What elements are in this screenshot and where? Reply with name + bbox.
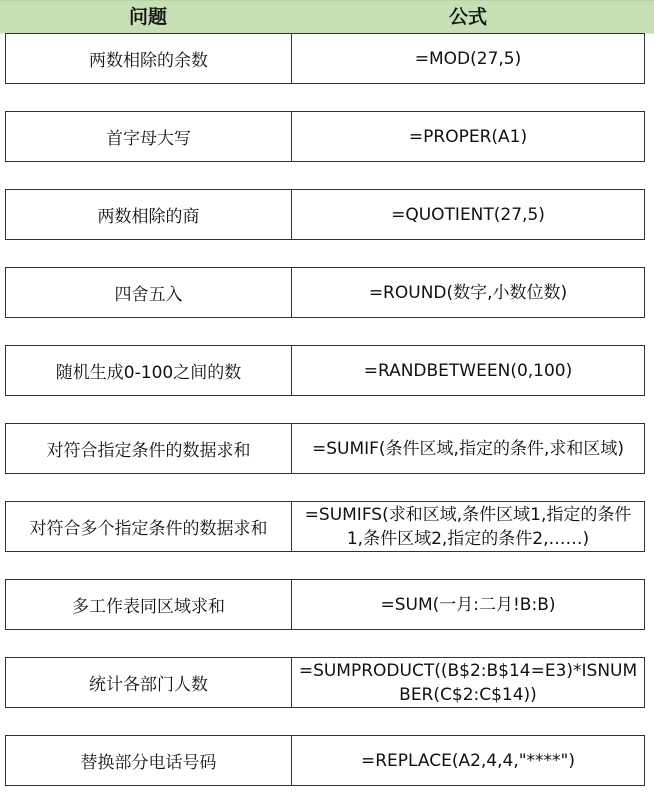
formula-cell: =SUMIF(条件区域,指定的条件,求和区域) [311, 438, 624, 459]
table-row [5, 735, 645, 786]
table-row [5, 33, 645, 84]
header-question: 问题 [128, 6, 167, 28]
table-header [0, 0, 654, 34]
question-cell: 对符合多个指定条件的数据求和 [29, 519, 268, 539]
question-cell: 随机生成0-100之间的数 [55, 363, 242, 383]
question-cell: 替换部分电话号码 [80, 753, 217, 773]
table-row [5, 657, 645, 708]
table-row [5, 189, 645, 240]
formula-cell: =ROUND(数字,小数位数) [368, 282, 568, 303]
formula-cell: =SUMIFS(求和区域,条件区域1,指定的条件1,条件区域2,指定的条件2,……) [304, 504, 632, 549]
question-cell: 统计各部门人数 [89, 675, 208, 695]
header-formula: 公式 [448, 6, 487, 28]
question-cell: 两数相除的商 [97, 207, 200, 227]
table-row [5, 111, 645, 162]
formula-cell: =SUM(一月:二月!B:B) [380, 594, 556, 615]
question-cell: 首字母大写 [106, 129, 191, 149]
table-row [5, 579, 645, 630]
table-row [5, 267, 645, 318]
formula-cell: =MOD(27,5) [414, 48, 522, 69]
table-row [5, 423, 645, 474]
formula-cell: =SUMPRODUCT((B$2:B$14=E3)*ISNUMBER(C$2:C$14)) [298, 660, 638, 705]
table-row [5, 501, 645, 552]
formula-cell: =QUOTIENT(27,5) [391, 204, 545, 225]
formula-cell: =RANDBETWEEN(0,100) [363, 360, 573, 381]
question-cell: 对符合指定条件的数据求和 [46, 441, 251, 461]
formula-cell: =REPLACE(A2,4,4,"****") [360, 750, 576, 771]
formula-cell: =PROPER(A1) [408, 126, 528, 147]
question-cell: 多工作表同区域求和 [72, 597, 225, 617]
question-cell: 两数相除的余数 [89, 51, 208, 71]
question-cell: 四舍五入 [114, 285, 183, 305]
table-row [5, 345, 645, 396]
